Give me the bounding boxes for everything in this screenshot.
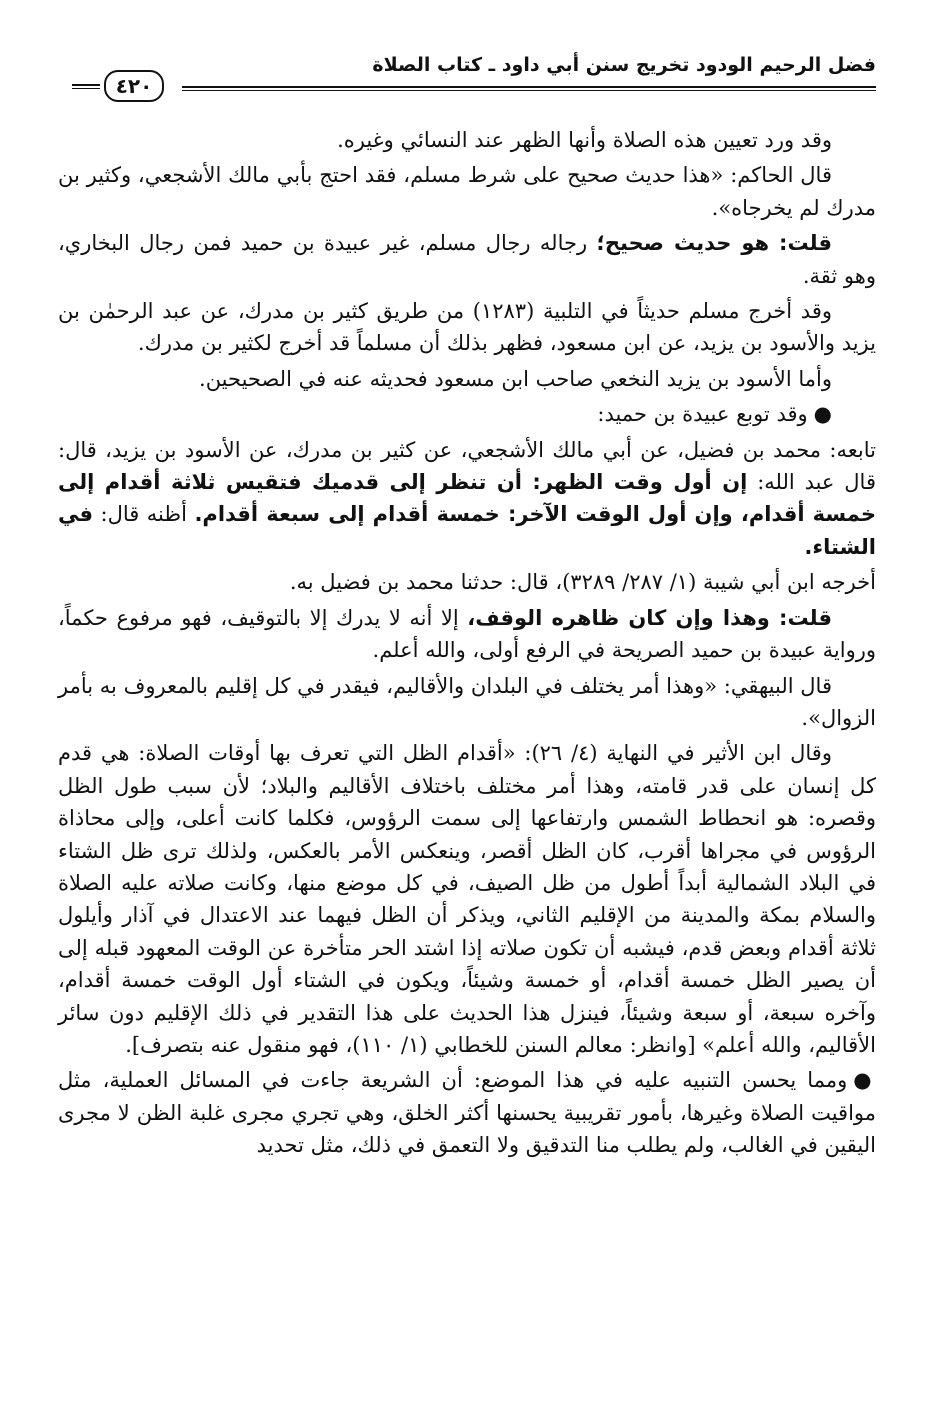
- paragraph-text: إلا أنه لا يدرك إلا بالتوقيف، فهو مرفوع حكماً، ورواية عبيدة بن حميد الصريحة في الرفع أولى، والله أعلم.: [58, 605, 876, 663]
- bullet-icon: ●: [853, 1068, 876, 1093]
- paragraph-text: أخرجه ابن أبي شيبة (١/ ٢٨٧/ ٣٢٨٩)، قال: حدثنا محمد بن فضيل به.: [289, 570, 876, 595]
- paragraph-6: [58, 398, 876, 430]
- paragraph-text: قال البيهقي: «وهذا أمر يختلف في البلدان والأقاليم، فيقدر في كل إقليم بالمعروف به بأمر الزوال».: [58, 673, 876, 730]
- paragraph-3: [58, 227, 876, 292]
- paragraph-text: ومما يحسن التنبيه عليه في هذا الموضع: أن الشريعة جاءت في المسائل العملية، مثل مواقيت الصلاة وغيرها، بأمور تقريبية يحسنها أكثر الخلق، وهي تجري مجرى غلبة الظن لا مجرى اليقين في الغالب، ولم يطلب منا التدقيق ولا التعمق في ذلك، مثل تحديد: [58, 1068, 876, 1158]
- paragraph-text: وقد أخرج مسلم حديثاً في التلبية (١٢٨٣) من طريق كثير بن مدرك، عن عبد الرحمٰن بن يزيد والأسود بن يزيد، عن ابن مسعود، فظهر بذلك أن مسلماً قد أخرج لكثير بن مدرك.: [58, 299, 876, 356]
- paragraph-text: قال الحاكم: «هذا حديث صحيح على شرط مسلم، فقد احتج بأبي مالك الأشجعي، وكثير بن مدرك لم يخرجاه».: [58, 163, 876, 220]
- paragraph-11: [58, 737, 876, 1061]
- page-number-ornament: [58, 68, 182, 104]
- ornament-line-left: [72, 84, 100, 89]
- paragraph-bold: إن أول وقت الظهر: أن تنظر إلى قدميك فتقيس ثلاثة أقدام إلى خمسة أقدام، وإن أول الوقت الآخر: خمسة أقدام إلى سبعة أقدام.: [58, 470, 876, 527]
- paragraph-text: وقد ورد تعيين هذه الصلاة وأنها الظهر عند النسائي وغيره.: [337, 128, 832, 152]
- paragraph-text: رجاله رجال مسلم، غير عبيدة بن حميد فمن رجال البخاري، وهو ثقة.: [58, 231, 876, 288]
- paragraph-text: تابعه: محمد بن فضيل، عن أبي مالك الأشجعي، عن كثير بن مدرك، عن الأسود بن يزيد، قال: قال عبد الله:: [58, 437, 876, 495]
- paragraph-7: [58, 434, 876, 564]
- paragraph-10: [58, 670, 876, 735]
- paragraph-text: وأما الأسود بن يزيد النخعي صاحب ابن مسعود فحديثه عنه في الصحيحين.: [199, 366, 832, 391]
- paragraph-text: وقد توبع عبيدة بن حميد:: [597, 402, 808, 427]
- page-header: [58, 42, 876, 102]
- paragraph-8: [58, 566, 876, 598]
- paragraph-lead: قلت: هو حديث صحيح؛: [596, 231, 832, 256]
- paragraph-5: [58, 363, 876, 395]
- paragraph-12: [58, 1064, 876, 1161]
- page-body: [58, 124, 876, 1165]
- paragraph-lead: قلت: وهذا وإن كان ظاهره الوقف،: [467, 605, 832, 630]
- paragraph-text-2: أظنه قال:: [93, 502, 195, 527]
- paragraph-4: [58, 295, 876, 360]
- page-number: ٤٢٠: [104, 70, 165, 102]
- paragraph-bold-2: في الشتاء.: [58, 502, 876, 559]
- paragraph-1: [58, 124, 876, 156]
- running-title: فضل الرحيم الودود تخريج سنن أبي داود ـ كتاب الصلاة: [372, 54, 876, 76]
- paragraph-2: [58, 159, 876, 224]
- paragraph-9: [58, 602, 876, 667]
- paragraph-text: وقال ابن الأثير في النهاية (٤/ ٢٦): «أقدام الظل التي تعرف بها أوقات الصلاة: هي قدم كل إنسان على قدر قامته، وهذا أمر مختلف باختلاف الأقاليم والبلاد؛ لأن سبب طول الظل وقصره: هو انحطاط الشمس وارتفاعها إلى سمت الرؤوس، فكلما كانت أعلى، وإلى محاذاة الرؤوس في مجراها أقرب، كان الظل أقصر، وينعكس الأمر بالعكس، ولذلك ترى ظل الشتاء في البلاد الشمالية أبداً أطول من ظل الصيف، في كل موضع منها، وكانت صلاته عليه الصلاة والسلام بمكة والمدينة من الإقليم الثاني، ويذكر أن الظل فيهما عند الاعتدال في آذار وأيلول ثلاثة أقدام وبعض قدم، فيشبه أن تكون صلاته إذا اشتد الحر متأخرة عن الوقت المعهود قبله إلى أن يصير الظل خمسة أقدام، أو خمسة وشيئاً، ويكون في الشتاء أول الوقت خمسة أقدام، وآخره سبعة، أو سبعة وشيئاً، فينزل هذا الحديث على هذا التقدير في ذلك الإقليم دون سائر الأقاليم، والله أعلم» [وانظر: معالم السنن للخطابي (١/ ١١٠)، فهو منقول عنه بتصرف].: [58, 741, 876, 1057]
- bullet-icon: ●: [813, 402, 832, 427]
